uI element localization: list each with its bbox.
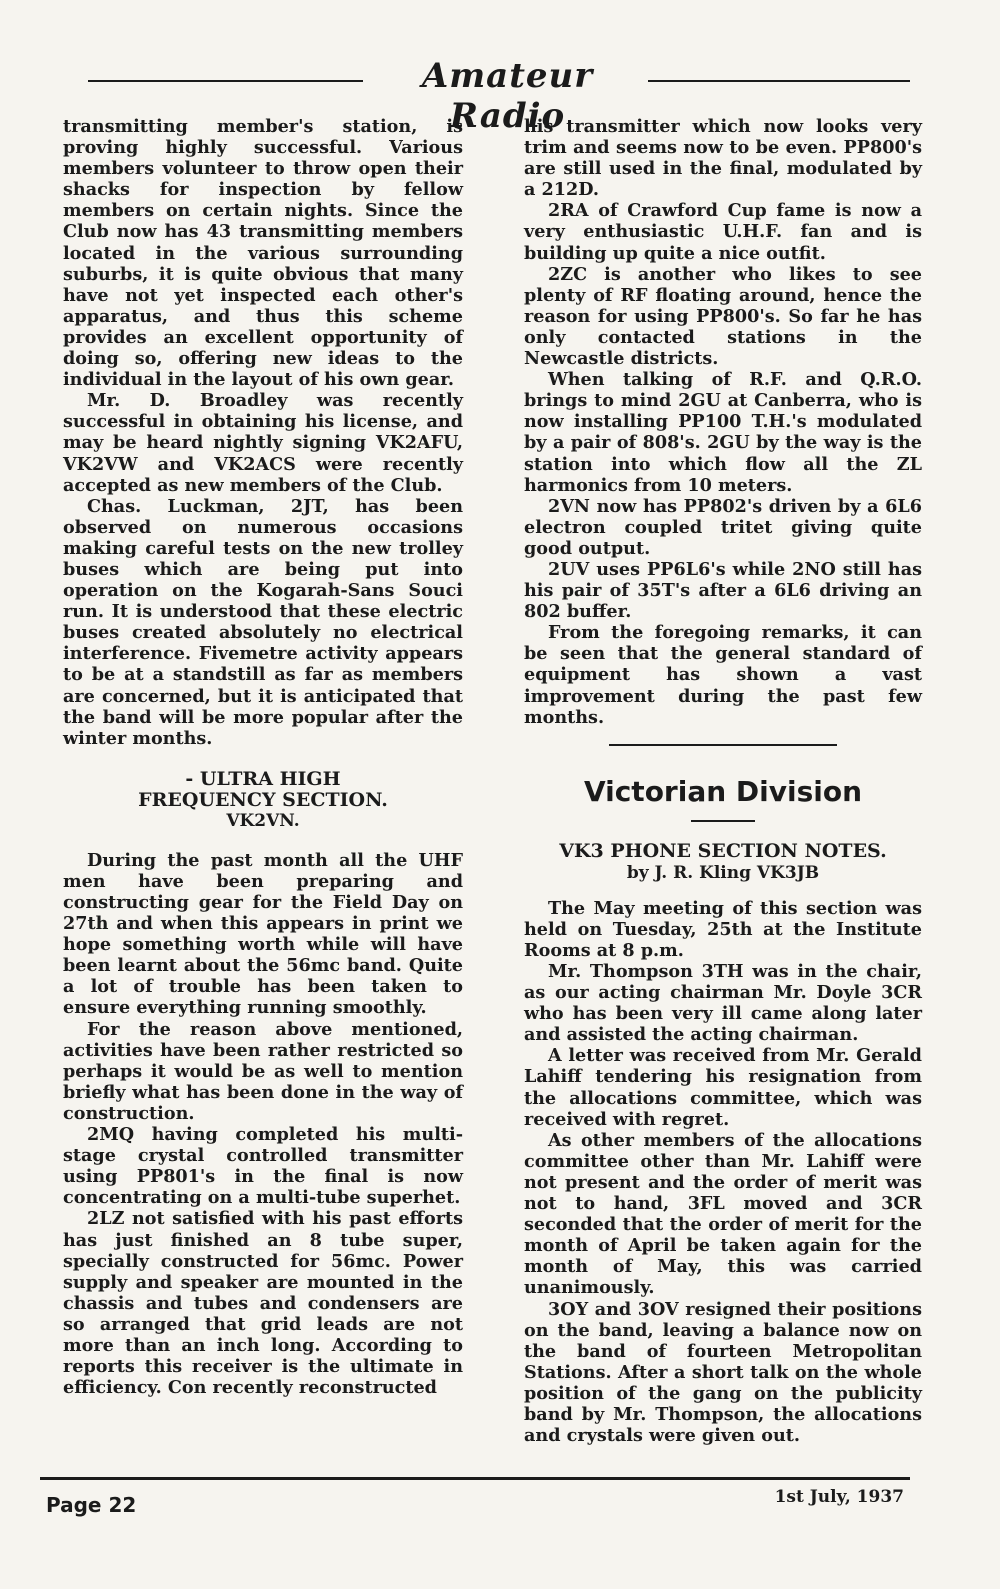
masthead-rule-right: [648, 80, 910, 82]
paragraph: 2MQ having completed his multi-stage crystal controlled transmitter using PP801's in the final is now concentrating on a multi-tube superhet.: [63, 1124, 463, 1209]
right-column: [524, 116, 922, 1446]
paragraph: 3OY and 3OV resigned their positions on the band, leaving a balance now on the band of fourteen Metropolitan Stations. After a short talk on the whole position of the gang on the publicity band by Mr. Thompson, the allocations and crystals were given out.: [524, 1298, 922, 1447]
magazine-title: Amateur Radio: [421, 56, 594, 136]
paragraph: A letter was received from Mr. Gerald Lahiff tendering his resignation from the allocations committee, which was received with regret.: [524, 1045, 922, 1130]
paragraph: As other members of the allocations committee other than Mr. Lahiff were not present and the order of merit was not to hand, 3FL moved and 3CR seconded that the order of merit for the month of April be taken again for the month of May, this was carried unanimously.: [524, 1129, 922, 1299]
paragraph: 2RA of Crawford Cup fame is now a very enthusiastic U.H.F. fan and is building up quite a nice outfit.: [524, 200, 922, 264]
uhf-section-author: VK2VN.: [226, 810, 300, 831]
paragraph: During the past month all the UHF men have been preparing and constructing gear for the Field Day on 27th and when this appears in print we hope something worth while will have been learnt about the 56mc band. Quite a lot of trouble has been taken to ensure everything running smoothly.: [63, 849, 463, 1019]
vk3-byline: by J. R. Kling VK3JB: [626, 862, 820, 883]
paragraph: For the reason above mentioned, activities have been rather restricted so perhaps it would be as well to mention briefly what has been done in the way of construction.: [63, 1018, 463, 1124]
masthead: [88, 56, 910, 136]
paragraph: The May meeting of this section was held on Tuesday, 25th at the Institute Rooms at 8 p.m.: [524, 897, 922, 961]
paragraph: 2ZC is another who likes to see plenty of RF floating around, hence the reason for using PP800's. So far he has only contacted stations in the Newcastle districts.: [524, 263, 922, 370]
paragraph: 2UV uses PP6L6's while 2NO still has his pair of 35T's after a 6L6 driving an 802 buffer.: [524, 558, 922, 623]
paragraph: 2LZ not satisfied with his past efforts has just finished an 8 tube super, specially constructed for 56mc. Power supply and speaker are mounted in the chassis and tubes and condensers are so arranged that grid leads are not more than an inch long. According to reports this receiver is the ultimate in efficiency. Con recently reconstructed: [63, 1208, 463, 1399]
section-divider: [609, 744, 837, 746]
heading-underline: [691, 820, 755, 822]
uhf-heading-line2: FREQUENCY SECTION.: [138, 788, 388, 811]
paragraph: When talking of R.F. and Q.R.O. brings to mind 2GU at Canberra, who is now installing PP100 T.H.'s modulated by a pair of 808's. 2GU by the way is the station into which flow all the ZL harmonics from 10 meters.: [524, 369, 922, 496]
paragraph: Mr. D. Broadley was recently successful in obtaining his license, and may be heard nightly signing VK2AFU, VK2VW and VK2ACS were recently accepted as new members of the Club.: [63, 390, 463, 496]
paragraph: From the foregoing remarks, it can be seen that the general standard of equipment has shown a vast improvement during the past few months.: [524, 622, 922, 728]
paragraph: 2VN now has PP802's driven by a 6L6 electron coupled tritet giving quite good output.: [524, 495, 922, 559]
division-heading: Victorian Division: [583, 774, 863, 808]
paragraph: Mr. Thompson 3TH was in the chair, as our acting chairman Mr. Doyle 3CR who has been very ill came along later and assisted the acting chairman.: [524, 961, 922, 1046]
paragraph: transmitting member's station, is proving highly successful. Various members volunteer to throw open their shacks for inspection by fellow members on certain nights. Since the Club now has 43 transmitting members located in the various surrounding suburbs, it is quite obvious that many have not yet inspected each other's apparatus, and thus this scheme provides an excellent opportunity of doing so, offering new ideas to the individual in the layout of his own gear.: [63, 116, 463, 391]
left-column: [63, 116, 463, 1398]
paragraph: his transmitter which now looks very trim and seems now to be even. PP800's are still used in the final, modulated by a 212D.: [524, 116, 922, 201]
uhf-section-heading: [63, 769, 463, 811]
masthead-rule-left: [88, 80, 363, 82]
page-number: Page 22: [46, 1493, 137, 1517]
paragraph: Chas. Luckman, 2JT, has been observed on numerous occasions making careful tests on the new trolley buses which are being put into operation on the Kogarah-Sans Souci run. It is understood that these electric buses created absolutely no electrical interference. Fivemetre activity appears to be at a standstill as far as members are concerned, but it is anticipated that the band will be more popular after the winter months.: [63, 495, 463, 749]
footer-rule: [40, 1477, 910, 1480]
uhf-heading-line1: - ULTRA HIGH: [185, 767, 341, 790]
issue-date: 1st July, 1937: [774, 1487, 904, 1507]
vk3-section-heading: VK3 PHONE SECTION NOTES.: [559, 839, 887, 862]
